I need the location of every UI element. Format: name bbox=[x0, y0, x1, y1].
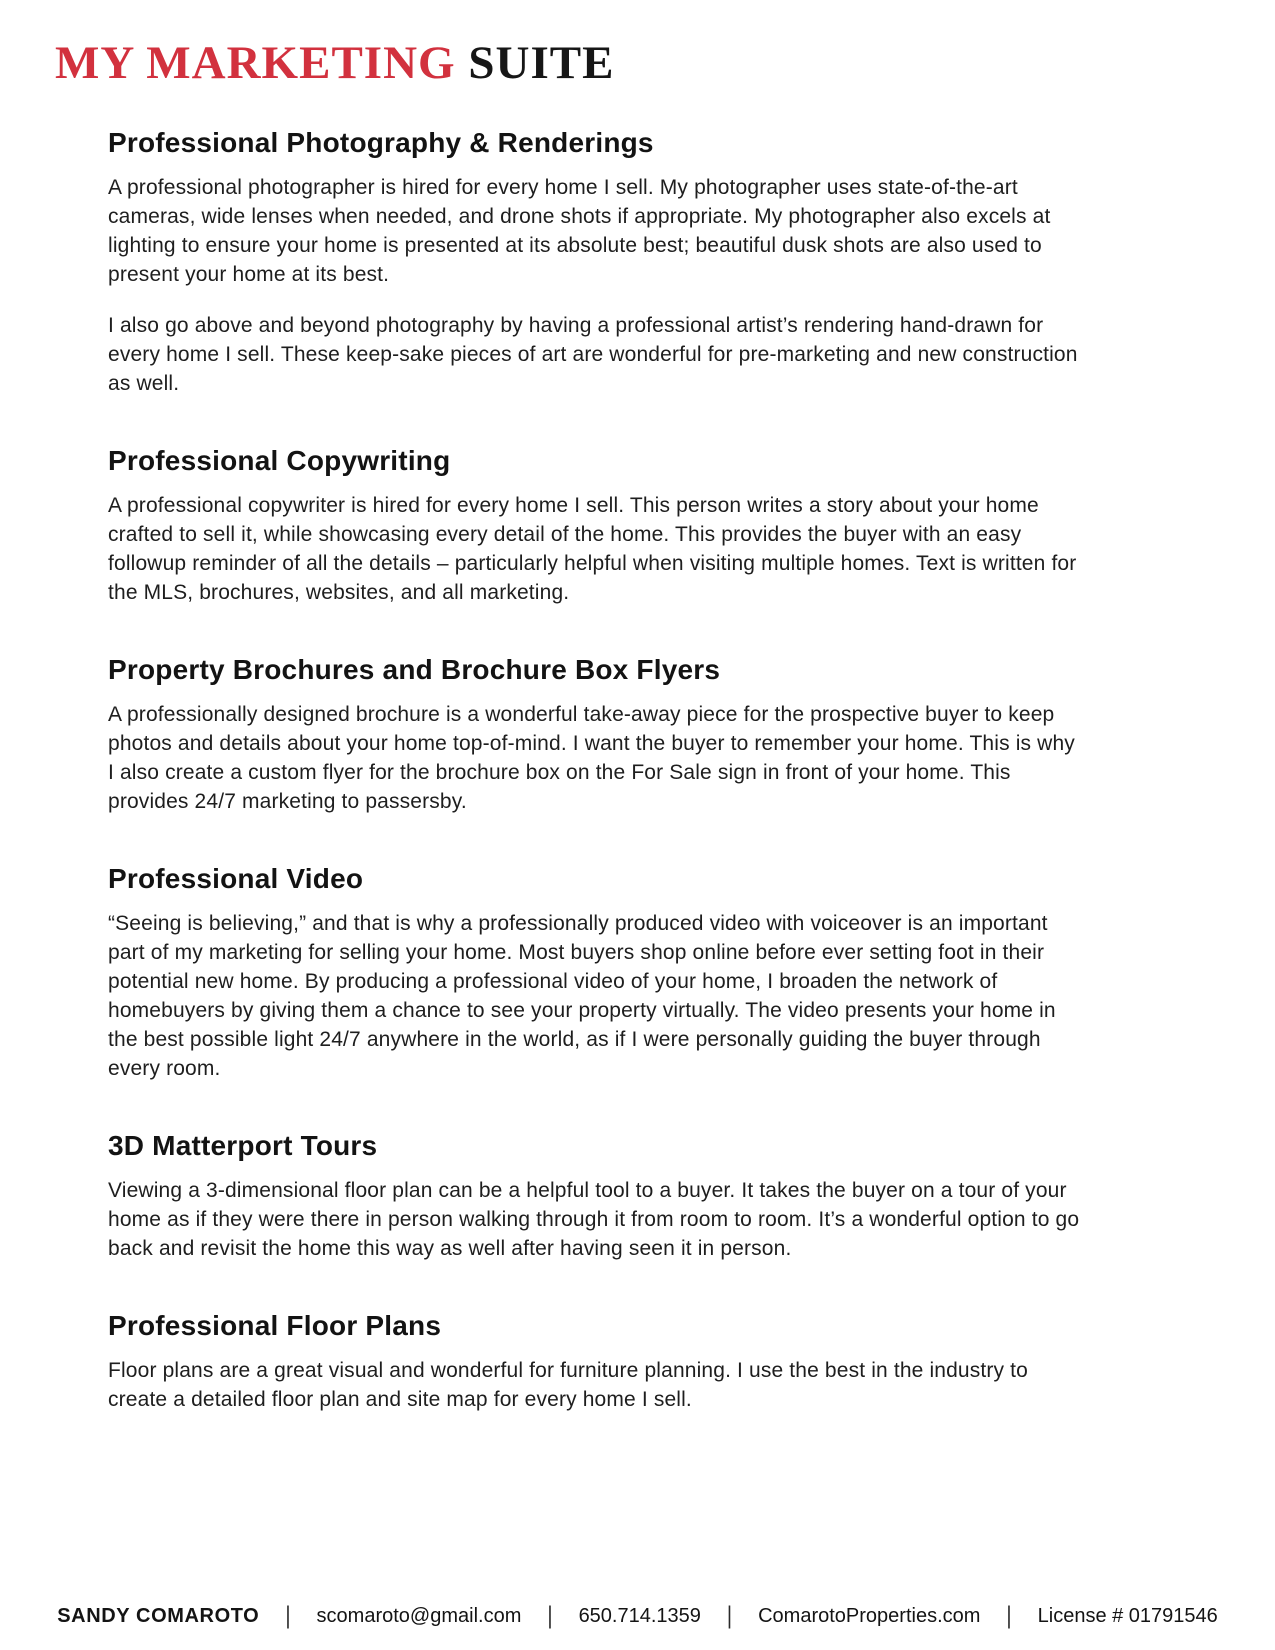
footer-separator: | bbox=[1006, 1602, 1012, 1630]
contact-footer bbox=[0, 1602, 1275, 1630]
section-heading: Professional Video bbox=[108, 863, 364, 894]
page-title-primary: MY MARKETING bbox=[55, 37, 456, 89]
agent-email: scomaroto@gmail.com bbox=[316, 1605, 522, 1627]
section-heading: Professional Floor Plans bbox=[108, 1310, 442, 1341]
section-paragraph: A professionally designed brochure is a wonderful take-away piece for the prospective buyer to keep photos and details about your home top-of-mind. I want the buyer to remember your home. This is why I also create a custom flyer for the brochure box on the For Sale sign in front of your home. This provides 24/7 marketing to passersby. bbox=[108, 703, 1075, 813]
agent-name: SANDY COMAROTO bbox=[57, 1605, 260, 1627]
section-heading: 3D Matterport Tours bbox=[108, 1130, 378, 1161]
section-paragraph: Viewing a 3-dimensional floor plan can be a helpful tool to a buyer. It takes the buyer on a tour of your home as if they were there in person walking through it from room to room. It’s a wonderful option to go back and revisit the home this way as well after having seen it in person. bbox=[108, 1179, 1080, 1260]
section-photography-renderings bbox=[108, 126, 1084, 398]
document-body bbox=[108, 126, 1084, 1436]
footer-separator: | bbox=[547, 1602, 553, 1630]
section-heading: Property Brochures and Brochure Box Flyers bbox=[108, 654, 721, 685]
section-copywriting bbox=[108, 444, 1084, 607]
section-paragraph: I also go above and beyond photography by having a professional artist’s rendering hand-drawn for every home I sell. These keep-sake pieces of art are wonderful for pre-marketing and new construction as well. bbox=[108, 314, 1078, 395]
agent-phone: 650.714.1359 bbox=[578, 1605, 701, 1627]
footer-separator: | bbox=[726, 1602, 733, 1630]
footer-separator: | bbox=[285, 1602, 291, 1630]
page-title-secondary: SUITE bbox=[455, 37, 615, 89]
section-heading: Professional Copywriting bbox=[108, 445, 451, 476]
page-title bbox=[55, 38, 614, 90]
section-video bbox=[108, 862, 1084, 1083]
section-paragraph: Floor plans are a great visual and wonderful for furniture planning. I use the best in the industry to create a detailed floor plan and site map for every home I sell. bbox=[108, 1359, 1028, 1411]
section-brochures-flyers bbox=[108, 653, 1084, 816]
section-paragraph: A professional photographer is hired for every home I sell. My photographer uses state-of-the-art cameras, wide lenses when needed, and drone shots if appropriate. My photographer also excels at lighting to ensure your home is presented at its absolute best; beautiful dusk shots are also used to present your home at its best. bbox=[108, 176, 1051, 286]
section-paragraph: A professional copywriter is hired for every home I sell. This person writes a story about your home crafted to sell it, while showcasing every detail of the home. This provides the buyer with an easy followup reminder of all the details – particularly helpful when visiting multiple homes. Text is written for the MLS, brochures, websites, and all marketing. bbox=[108, 494, 1077, 604]
section-heading: Professional Photography & Renderings bbox=[108, 127, 654, 158]
agent-license: License # 01791546 bbox=[1037, 1605, 1218, 1627]
section-matterport-tours bbox=[108, 1129, 1084, 1263]
section-floor-plans bbox=[108, 1309, 1084, 1414]
section-paragraph: “Seeing is believing,” and that is why a professionally produced video with voiceover is an important part of my marketing for selling your home. Most buyers shop online before ever setting foot in their potential new home. By producing a professional video of your home, I broaden the network of homebuyers by giving them a chance to see your property virtually. The video presents your home in the best possible light 24/7 anywhere in the world, as if I were personally guiding the buyer through every room. bbox=[108, 912, 1056, 1080]
agent-website: ComarotoProperties.com bbox=[758, 1605, 981, 1627]
